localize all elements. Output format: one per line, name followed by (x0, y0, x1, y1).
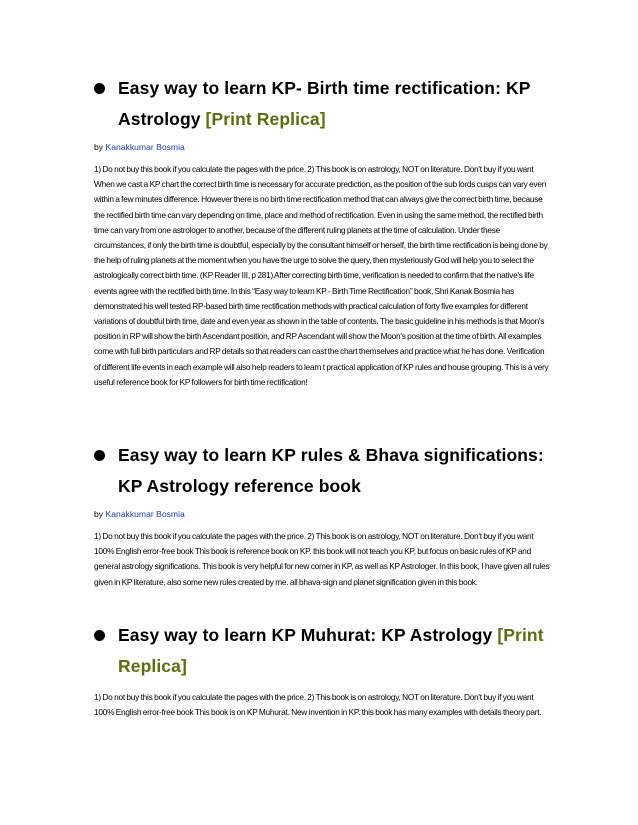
book-heading (94, 620, 550, 682)
book-format: [Print Replica] (118, 625, 544, 676)
book-entry-1 (94, 73, 550, 390)
book-heading (94, 73, 550, 135)
book-description (94, 162, 550, 390)
bullet-icon (94, 630, 105, 641)
by-prefix: by (94, 509, 104, 519)
book-title: Easy way to learn KP Muhurat: KP Astrology (118, 625, 493, 645)
bullet-icon (94, 83, 105, 94)
byline (94, 141, 550, 153)
author-link[interactable]: Kanakkumar Bosmia (105, 142, 185, 152)
book-description (94, 529, 550, 590)
book-title: Easy way to learn KP rules & Bhava significations: KP Astrology reference book (118, 445, 544, 496)
author-link[interactable]: Kanakkumar Bosmia (105, 509, 185, 519)
description-text: 1) Do not buy this book if you calculate the pages with the price. 2) This book is on astrology, NOT on literature. Don't buy if you want 100% English error-free book This book is on KP Muhurat. New invention in KP. this book has many examples with details theory part. (94, 692, 542, 718)
byline (94, 508, 550, 520)
book-description (94, 690, 550, 720)
book-entry-2 (94, 440, 550, 590)
bullet-icon (94, 450, 105, 461)
book-format: [Print Replica] (205, 109, 326, 129)
description-text: 1) Do not buy this book if you calculate the pages with the price. 2) This book is on astrology, NOT on literature. Don't buy if you want When we cast a KP chart the correct birth time is necessary for accurate prediction, as the position of the sub lords cusps can vary even within a few minutes difference. However there is no birth time rectification method that can always give the correct birth time, because the rectified birth time can vary depending on time, place and method of rectification. Even in using the same method, the rectified birth time can vary from one astrologer to another, because of the different ruling planets at the time of calculation. Under these circumstances, if only the birth time is doubtful, especially by the consultant himself or herself, the birth time rectification is being done by the help of ruling planets at the moment when you have the urge to solve the query, then mysteriously God will help you to select the astrologically correct birth time. (KP Reader III, p 281) After correcting birth time, verification is needed to confirm that the native's life events agree with the rectified birth time. In this “Easy way to learn KP - Birth Time Rectification” book, Shri Kanak Bosmia has demonstrated his well tested RP-based birth time rectification methods with practical calculation of forty five examples for different variations of doubtful birth time, date and even year as shown in the table of contents. The basic guideline in his methods is that Moon's position in RP will show the birth Ascendant position, and RP Ascendant will show the Moon's position at the time of birth. All examples come with full birth particulars and RP details so that readers can cast the chart themselves and practice what he has done. Verification of different life events in each example will also help readers to learn t practical application of KP rules and house grouping. This is a very useful reference book for KP followers for birth time rectification! (94, 164, 549, 387)
book-title: Easy way to learn KP- Birth time rectification: KP Astrology (118, 78, 531, 129)
book-entry-3 (94, 620, 550, 720)
book-heading (94, 440, 550, 502)
by-prefix: by (94, 142, 104, 152)
description-text: 1) Do not buy this book if you calculate the pages with the price. 2) This book is on astrology, NOT on literature. Don't buy if you want 100% English error-free book This book is reference book on KP. this book will not teach you KP, but focus on basic rules of KP and general astrology significations. This book is very helpful for new comer in KP, as well as KP Astrologer. In this book, I have given all rules given in KP literature, also some new rules created by me. all bhava-sign and planet signification given in this book. (94, 531, 550, 587)
